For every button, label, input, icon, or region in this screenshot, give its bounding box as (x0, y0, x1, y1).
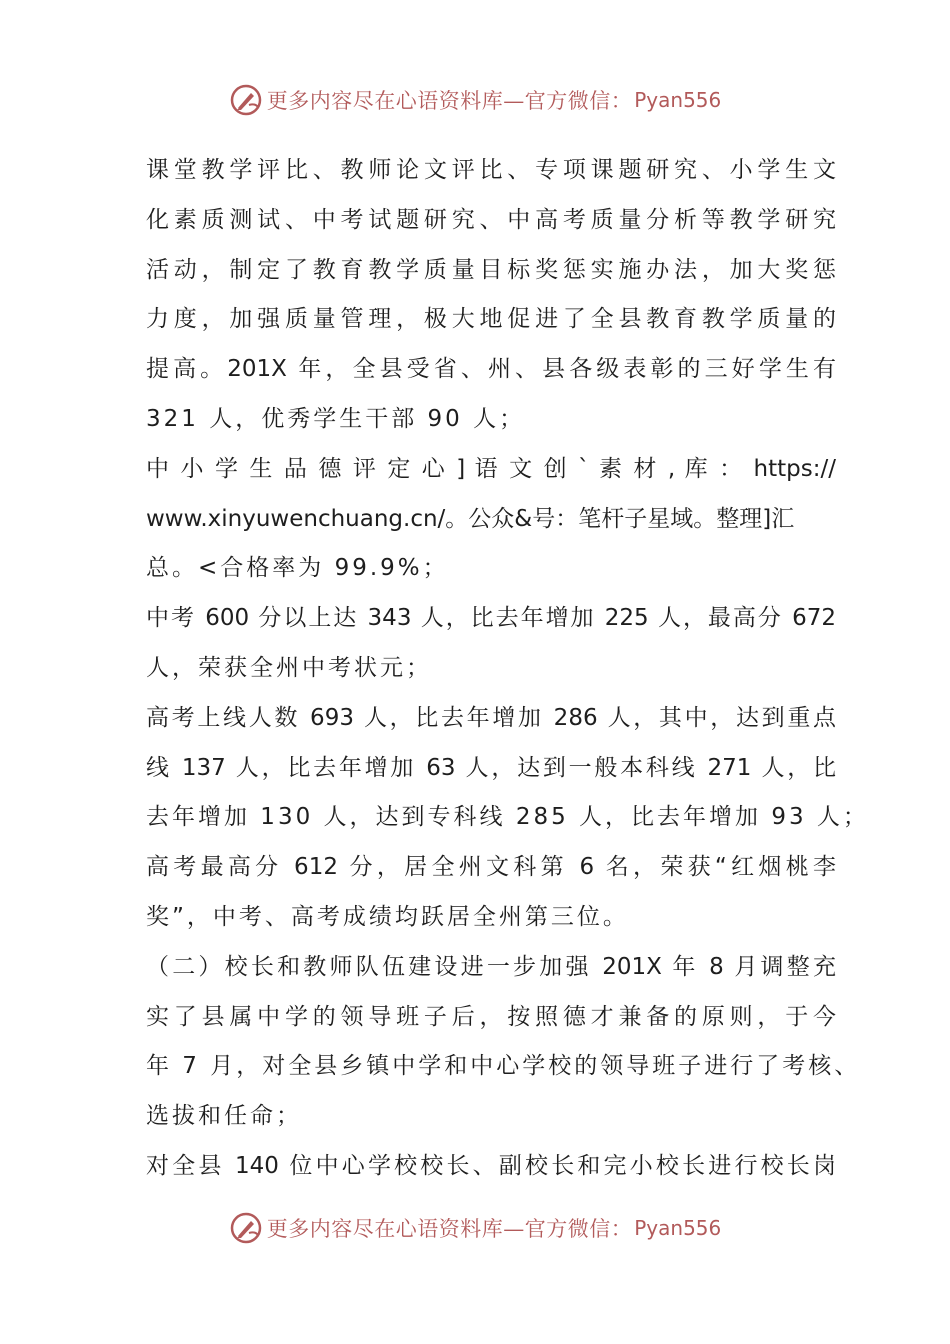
body-line: 中 小 学 生 品 德 评 定 心 ] 语 文 创 ` 素 材 , 库 ： https:// (146, 455, 836, 482)
body-line: 去年增加 130 人，达到专科线 285 人，比去年增加 93 人； (146, 804, 869, 831)
body-line: www.xinyuwenchuang.cn/。公众&号：笔杆子星域。整理]汇 (146, 505, 795, 532)
body-line: 选拔和任命； (146, 1103, 302, 1130)
body-line: 实了县属中学的领导班子后，按照德才兼备的原则，于今 (146, 1003, 836, 1030)
body-line: 力度，加强质量管理，极大地促进了全县教育教学质量的 (146, 306, 836, 333)
body-line: 人，荣获全州中考状元； (146, 654, 432, 681)
body-line: 活动，制定了教育教学质量目标奖惩实施办法，加大奖惩 (146, 256, 836, 283)
body-line: 321 人，优秀学生干部 90 人； (146, 405, 526, 432)
banner-wechat-id: Pyan556 (634, 1216, 722, 1240)
document-body (146, 146, 869, 1192)
footer-watermark-banner (0, 1208, 950, 1248)
body-line: 总。<合格率为 99.9%； (146, 555, 449, 582)
body-line: 课堂教学评比、教师论文评比、专项课题研究、小学生文 (146, 157, 836, 183)
banner-wechat-id: Pyan556 (634, 88, 722, 112)
body-line: （二）校长和教师队伍建设进一步加强 201X 年 8 月调整充 (146, 953, 836, 980)
banner-text: 更多内容尽在心语资料库—官方微信： (266, 1217, 633, 1241)
body-line: 对全县 140 位中心学校校长、副校长和完小校长进行校长岗 (146, 1152, 836, 1179)
body-line: 中考 600 分以上达 343 人，比去年增加 225 人，最高分 672 (146, 605, 836, 632)
body-line: 高考上线人数 693 人，比去年增加 286 人，其中，达到重点 (146, 704, 836, 731)
body-line: 年 7 月，对全县乡镇中学和中心学校的领导班子进行了考核、 (146, 1053, 861, 1080)
banner-text: 更多内容尽在心语资料库—官方微信： (266, 89, 633, 113)
body-line: 高考最高分 612 分，居全州文科第 6 名，荣获“红烟桃李 (146, 854, 836, 881)
body-line: 化素质测试、中考试题研究、中高考质量分析等教学研究 (146, 206, 836, 233)
pen-logo-icon (229, 83, 263, 117)
body-line: 奖”，中考、高考成绩均跃居全州第三位。 (146, 903, 629, 930)
body-line: 提高。201X 年，全县受省、州、县各级表彰的三好学生有 (146, 356, 836, 383)
body-line: 线 137 人，比去年增加 63 人，达到一般本科线 271 人，比 (146, 754, 836, 781)
pen-logo-icon (229, 1211, 263, 1245)
header-watermark-banner (0, 80, 950, 120)
